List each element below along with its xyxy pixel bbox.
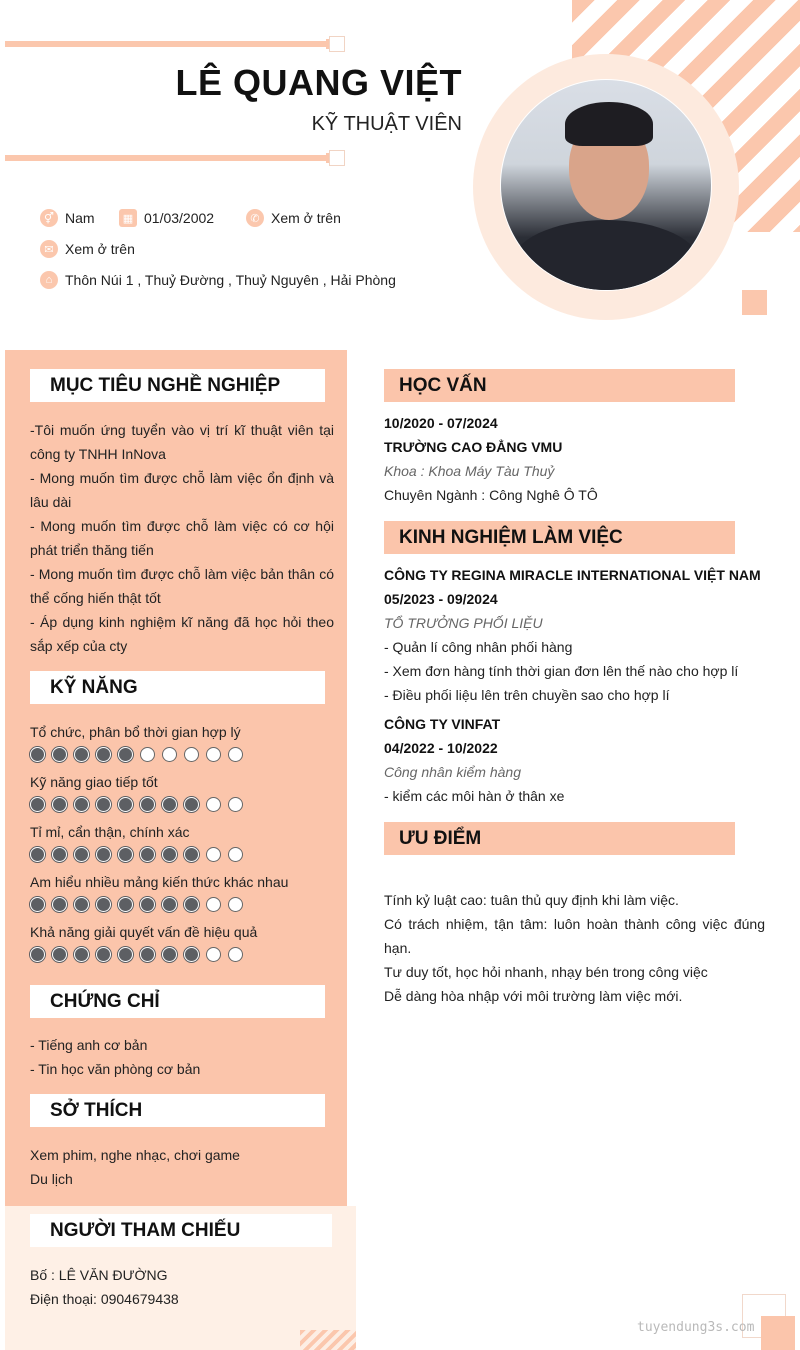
rating-dot-filled [118, 947, 133, 962]
rating-dot-empty [228, 847, 243, 862]
rating-dot-filled [52, 797, 67, 812]
skill-name: Tổ chức, phân bổ thời gian hợp lý [30, 724, 241, 740]
rating-dot-filled [74, 747, 89, 762]
skill-item [30, 872, 334, 912]
phone-icon: ✆ [246, 209, 264, 227]
rating-dot-empty [162, 747, 177, 762]
experience-heading: KINH NGHIỆM LÀM VIỆC [384, 521, 735, 554]
rating-dot-filled [96, 897, 111, 912]
job-company: CÔNG TY REGINA MIRACLE INTERNATIONAL VIỆT NAM [384, 567, 761, 583]
education-school: TRƯỜNG CAO ĐẲNG VMU [384, 439, 563, 455]
rating-dot-empty [206, 797, 221, 812]
rating-dot-empty [206, 947, 221, 962]
avatar-ring [473, 54, 739, 320]
experience-job-2 [384, 712, 765, 808]
contact-gender-text: Nam [65, 210, 95, 226]
skill-item [30, 722, 334, 762]
rating-dot-empty [228, 897, 243, 912]
rating-dot-empty [140, 747, 155, 762]
rating-dot-filled [96, 747, 111, 762]
skill-rating [30, 797, 334, 812]
square-decoration [742, 290, 767, 315]
rating-dot-filled [52, 747, 67, 762]
certificates-heading: CHỨNG CHỈ [30, 985, 325, 1018]
rating-dot-filled [30, 897, 45, 912]
rating-dot-filled [140, 847, 155, 862]
references-list [30, 1263, 334, 1311]
rating-dot-filled [184, 947, 199, 962]
rating-dot-empty [228, 797, 243, 812]
rating-dot-filled [118, 797, 133, 812]
rating-dot-filled [30, 947, 45, 962]
skill-rating [30, 747, 334, 762]
objective-text [30, 418, 334, 658]
skill-name: Tỉ mỉ, cẩn thận, chính xác [30, 824, 190, 840]
skill-name: Am hiểu nhiều mảng kiến thức khác nhau [30, 874, 289, 890]
skill-item [30, 772, 334, 812]
rating-dot-filled [118, 847, 133, 862]
skill-item [30, 822, 334, 862]
hobby-item: Du lịch [30, 1171, 73, 1187]
rating-dot-filled [52, 847, 67, 862]
rating-dot-empty [206, 847, 221, 862]
rating-dot-filled [74, 947, 89, 962]
job-period: 05/2023 - 09/2024 [384, 591, 498, 607]
rating-dot-filled [118, 897, 133, 912]
rating-dot-filled [30, 797, 45, 812]
experience-job-1 [384, 563, 765, 707]
contact-gender [40, 209, 95, 227]
reference-item: Bố : LÊ VĂN ĐƯỜNG [30, 1267, 168, 1283]
job-position: TỔ TRƯỞNG PHỐI LIỆU [384, 615, 543, 631]
contact-phone [246, 209, 341, 227]
contact-birthday-text: 01/03/2002 [144, 210, 215, 226]
rating-dot-filled [184, 797, 199, 812]
watermark-square-decoration [761, 1316, 795, 1350]
rating-dot-empty [228, 947, 243, 962]
strength-line: Tư duy tốt, học hỏi nhanh, nhạy bén trong công việc [384, 964, 708, 980]
rating-dot-filled [74, 847, 89, 862]
skill-item [30, 922, 334, 962]
home-icon: ⌂ [40, 271, 58, 289]
gender-icon: ⚥ [40, 209, 58, 227]
rating-dot-filled [140, 797, 155, 812]
header-line-bottom [5, 155, 327, 161]
skill-name: Khả năng giải quyết vấn đề hiệu quả [30, 924, 258, 940]
strengths-heading: ƯU ĐIỂM [384, 822, 735, 855]
education-period: 10/2020 - 07/2024 [384, 415, 498, 431]
rating-dot-empty [206, 897, 221, 912]
hobbies-heading: SỞ THÍCH [30, 1094, 325, 1127]
skill-rating [30, 947, 334, 962]
contact-address-text: Thôn Núi 1 , Thuỷ Đường , Thuỷ Nguyên , Hải Phòng [65, 272, 396, 288]
rating-dot-filled [96, 947, 111, 962]
contact-email-text: Xem ở trên [65, 241, 135, 257]
candidate-job-title: KỸ THUẬT VIÊN [311, 113, 462, 135]
certificate-item: - Tin học văn phòng cơ bản [30, 1061, 201, 1077]
contact-address [40, 271, 396, 289]
objective-line: - Mong muốn tìm được chỗ làm việc có cơ hội phát triển thăng tiến [30, 518, 334, 558]
rating-dot-filled [74, 797, 89, 812]
skill-rating [30, 847, 334, 862]
contact-phone-text: Xem ở trên [271, 210, 341, 226]
candidate-name: LÊ QUANG VIỆT [175, 62, 462, 103]
calendar-icon: ▦ [119, 209, 137, 227]
rating-dot-filled [96, 797, 111, 812]
skill-name: Kỹ năng giao tiếp tốt [30, 774, 158, 790]
watermark: tuyendung3s.com [637, 1320, 755, 1335]
skills-heading: KỸ NĂNG [30, 671, 325, 704]
certificate-item: - Tiếng anh cơ bản [30, 1037, 148, 1053]
rating-dot-filled [140, 947, 155, 962]
reference-item: Điện thoại: 0904679438 [30, 1291, 179, 1307]
job-duty: - kiểm các môi hàn ở thân xe [384, 788, 565, 804]
job-position: Công nhân kiểm hàng [384, 764, 521, 780]
contact-email [40, 240, 135, 258]
education-block [384, 411, 765, 507]
job-company: CÔNG TY VINFAT [384, 716, 501, 732]
job-duty: - Xem đơn hàng tính thời gian đơn lên thế nào cho hợp lí [384, 663, 739, 679]
references-heading: NGƯỜI THAM CHIẾU [30, 1214, 332, 1247]
rating-dot-empty [228, 747, 243, 762]
education-major: Chuyên Ngành : Công Nghê Ô TÔ [384, 487, 598, 503]
rating-dot-filled [118, 747, 133, 762]
rating-dot-filled [184, 847, 199, 862]
contact-birthday [119, 209, 214, 227]
rating-dot-filled [52, 897, 67, 912]
rating-dot-filled [184, 897, 199, 912]
strengths-list [384, 888, 765, 1008]
objective-heading: MỤC TIÊU NGHỀ NGHIỆP [30, 369, 325, 402]
job-duty: - Quản lí công nhân phối hàng [384, 639, 573, 655]
rating-dot-filled [30, 747, 45, 762]
strength-line: Tính kỷ luật cao: tuân thủ quy định khi làm việc. [384, 892, 679, 908]
rating-dot-filled [74, 897, 89, 912]
objective-line: - Mong muốn tìm được chỗ làm việc ổn định và lâu dài [30, 470, 334, 510]
rating-dot-empty [206, 747, 221, 762]
objective-line: - Áp dụng kinh nghiệm kĩ năng đã học hỏi theo sắp xếp của cty [30, 614, 334, 654]
rating-dot-filled [52, 947, 67, 962]
mail-icon: ✉ [40, 240, 58, 258]
rating-dot-empty [184, 747, 199, 762]
objective-line: - Mong muốn tìm được chỗ làm việc bản thân có thể cống hiến thật tốt [30, 566, 334, 606]
rating-dot-filled [30, 847, 45, 862]
objective-line: -Tôi muốn ứng tuyển vào vị trí kĩ thuật viên tại công ty TNHH InNova [30, 422, 334, 462]
hobbies-list [30, 1143, 334, 1191]
education-heading: HỌC VẤN [384, 369, 735, 402]
strength-line: Có trách nhiệm, tận tâm: luôn hoàn thành công việc đúng hạn. [384, 916, 765, 956]
rating-dot-filled [162, 847, 177, 862]
education-faculty: Khoa : Khoa Máy Tàu Thuỷ [384, 463, 555, 479]
rating-dot-filled [140, 897, 155, 912]
job-duty: - Điều phối liệu lên trên chuyền sao cho hợp lí [384, 687, 670, 703]
rating-dot-filled [162, 797, 177, 812]
hobby-item: Xem phim, nghe nhạc, chơi game [30, 1147, 240, 1163]
rating-dot-filled [162, 947, 177, 962]
header-line-top [5, 41, 327, 47]
rating-dot-filled [162, 897, 177, 912]
footer-stripes-decoration [300, 1330, 356, 1350]
rating-dot-filled [96, 847, 111, 862]
strength-line: Dễ dàng hòa nhập với môi trường làm việc mới. [384, 988, 683, 1004]
job-period: 04/2022 - 10/2022 [384, 740, 498, 756]
skill-rating [30, 897, 334, 912]
avatar [501, 80, 711, 290]
certificates-list [30, 1033, 334, 1081]
